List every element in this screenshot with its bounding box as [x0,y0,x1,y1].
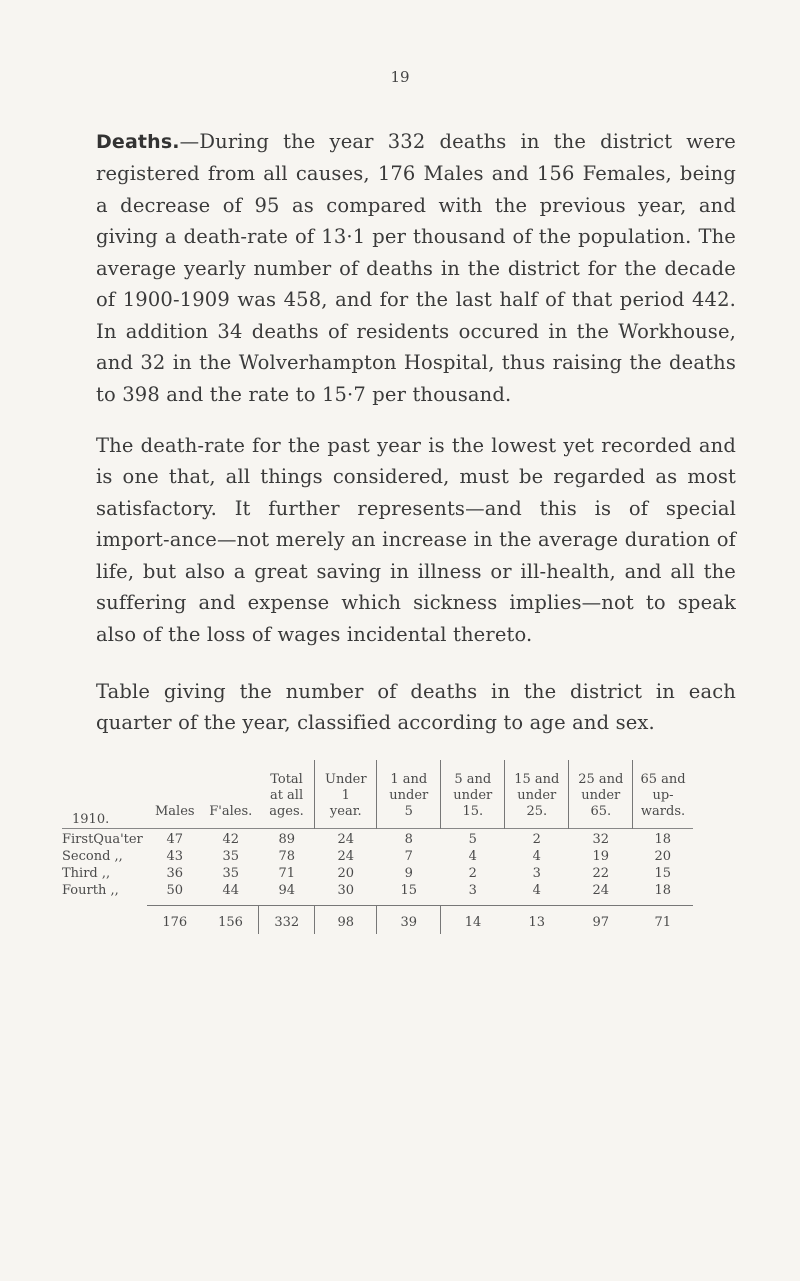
table-row [62,865,693,882]
age-25-65-cell: 22 [592,866,610,881]
age-65-up-cell: 18 [654,832,672,847]
table-row [62,848,693,865]
age-65-up-cell: 15 [654,866,672,881]
row-label: FirstQua'ter [62,832,143,847]
deaths-paragraph [96,126,736,411]
age-15-25-header: 15 and under 25. [505,760,569,829]
total-total: 332 [259,906,315,935]
females-cell: 42 [222,832,240,847]
age-1-5-cell: 9 [404,866,413,881]
under-1-cell: 30 [337,883,355,898]
under-1-cell: 24 [337,832,355,847]
row-label: Second ,, [62,849,123,864]
age-65-up-header: 65 and up- wards. [633,760,693,829]
total-header: Total at all ages. [269,772,304,819]
age-15-25-cell: 4 [532,883,541,898]
age-5-15-total: 14 [441,906,505,935]
totals-row [62,906,693,935]
age-15-25-cell: 2 [532,832,541,847]
age-5-15-cell: 5 [468,832,477,847]
age-1-5-cell: 15 [400,883,418,898]
males-header: Males [154,804,195,819]
under-1-cell: 24 [337,849,355,864]
females-header: F'ales. [209,804,253,819]
age-25-65-header: 25 and under 65. [569,760,633,829]
total-cell: 94 [278,883,296,898]
age-25-65-cell: 32 [592,832,610,847]
page-number: 19 [390,68,410,86]
age-65-up-cell: 18 [654,883,672,898]
age-1-5-cell: 8 [404,832,413,847]
females-cell: 44 [222,883,240,898]
females-cell: 35 [222,849,240,864]
age-65-up-cell: 20 [654,849,672,864]
totals-label [62,906,147,935]
total-cell: 71 [278,866,296,881]
year-header: 1910. [72,812,110,827]
deaths-heading: Deaths. [96,130,180,153]
age-5-15-cell: 3 [468,883,477,898]
table-row [62,829,693,848]
total-cell: 89 [278,832,296,847]
age-1-5-header: 1 and under 5 [377,760,441,829]
age-5-15-header: 5 and under 15. [441,760,505,829]
deaths-by-quarter-table [62,760,693,934]
males-cell: 50 [166,883,184,898]
table-caption: Table giving the number of deaths in the district in each quarter of the year, classified according to age and sex. [96,679,736,734]
males-total: 176 [147,906,203,935]
row-label: Fourth ,, [62,883,119,898]
age-1-5-cell: 7 [404,849,413,864]
males-cell: 47 [166,832,184,847]
table-row [62,882,693,906]
females-cell: 35 [222,866,240,881]
males-cell: 36 [166,866,184,881]
age-65-up-total: 71 [633,906,693,935]
row-label: Third ,, [62,866,111,881]
under-1-cell: 20 [337,866,355,881]
age-1-5-total: 39 [377,906,441,935]
age-15-25-cell: 3 [532,866,541,881]
under-1-total: 98 [315,906,377,935]
table-header-row [62,760,693,829]
age-15-25-cell: 4 [532,849,541,864]
deaths-paragraph-text: —During the year 332 deaths in the district were registered from all causes, 176 Males and 156 Females, being a decrease of 95 as compared with the previous year, and giving a death-rate of 13·1 per thousand of the population. The average yearly number of deaths in the district for the decade of 1900-1909 was 458, and for the last half of that period 442. In addition 34 deaths of residents occured in the Workhouse, and 32 in the Wolverhampton Hospital, thus raising the deaths to 398 and the rate to 15·7 per thousand. [96,129,736,406]
age-5-15-cell: 2 [468,866,477,881]
under-1-header: Under 1 year. [315,760,377,829]
age-15-25-total: 13 [505,906,569,935]
age-25-65-cell: 19 [592,849,610,864]
age-25-65-total: 97 [569,906,633,935]
age-25-65-cell: 24 [592,883,610,898]
death-rate-paragraph: The death-rate for the past year is the lowest yet recorded and is one that, all things considered, must be regarded as most satisfactory. It further represents—and this is of special import-ance—not merely an increase in the average duration of life, but also a great saving in illness or ill-health, and all the suffering and expense which sickness implies—not to speak also of the loss of wages incidental thereto. [96,433,736,646]
males-cell: 43 [166,849,184,864]
age-5-15-cell: 4 [468,849,477,864]
total-cell: 78 [278,849,296,864]
females-total: 156 [203,906,259,935]
